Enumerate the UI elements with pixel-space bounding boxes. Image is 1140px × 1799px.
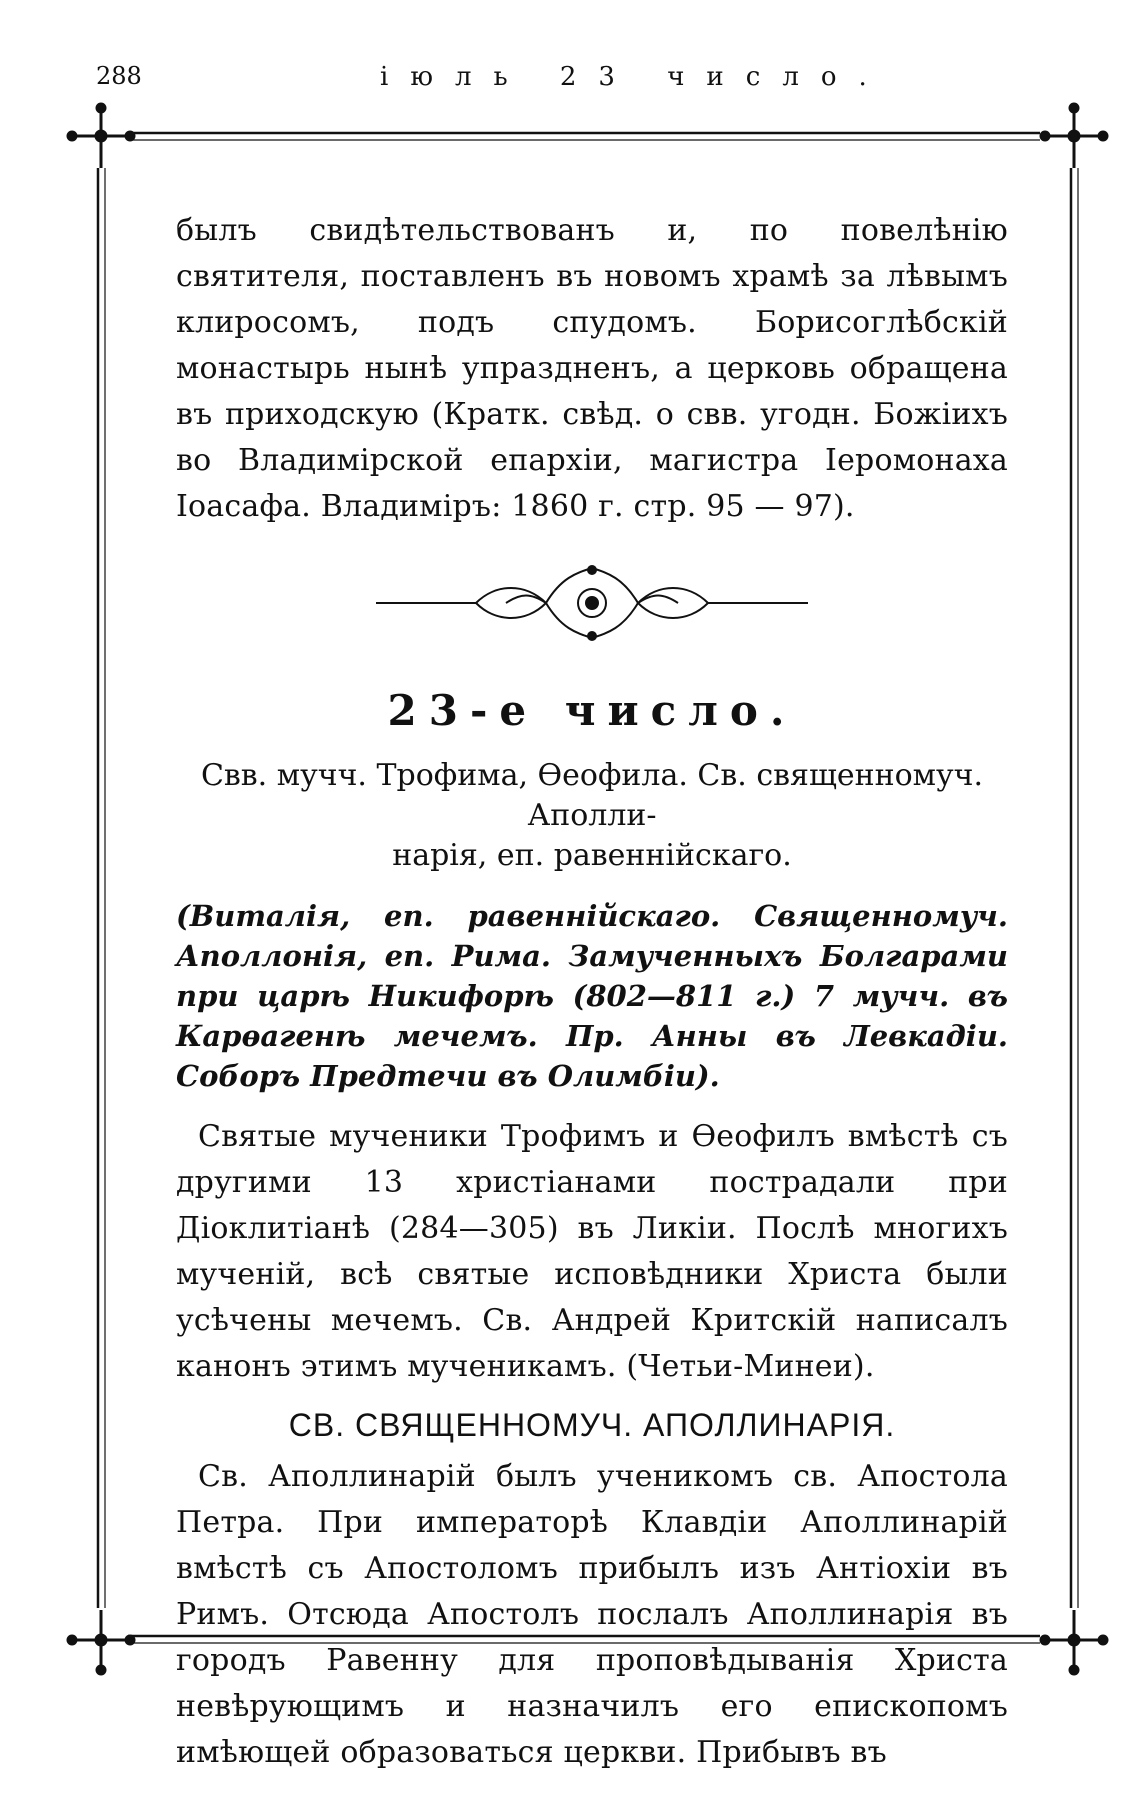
main-text-block: [176, 208, 1008, 1776]
paragraph-trophimus: Святые мученики Трофимъ и Ѳеофилъ вмѣстѣ съ другими 13 христіанами пострадали при Діоклитіанѣ (284—305) въ Ликіи. Послѣ многихъ мученій, всѣ святые исповѣдники Христа были усѣчены мечемъ. Св. Андрей Критскій написалъ канонъ этимъ мученикамъ. (Четьи-Минеи).: [176, 1119, 1008, 1384]
continuation-paragraph: былъ свидѣтельствованъ и, по повелѣнію святителя, поставленъ въ новомъ храмѣ за лѣвымъ клиросомъ, подъ спудомъ. Борисоглѣбскій монастырь нынѣ упраздненъ, а церковь обращена въ приходскую (Кратк. свѣд. о свв. угодн. Божіихъ во Владимірской епархіи, магистра Іеромонаха Іоасафа. Владиміръ: 1860 г. стр. 95 — 97).: [176, 213, 1008, 524]
corner-cross-top-left: [68, 104, 134, 168]
page-header: [0, 62, 1140, 102]
corner-cross-top-right: [1041, 104, 1107, 168]
corner-cross-bottom-right: [1041, 1610, 1107, 1674]
saints-line-1: Свв. мучч. Трофима, Ѳеофила. Св. священномуч. Аполли-: [200, 758, 984, 833]
day-heading: 23-е число.: [387, 686, 797, 735]
running-title: іюль 23 число.: [380, 62, 889, 92]
feasts-note: (Виталія, еп. равеннійскаго. Священномуч. Аполлонія, еп. Рима. Замученныхъ Болгарами при царѣ Никифорѣ (802—811 г.) 7 мучч. въ Карѳагенѣ мечемъ. Пр. Анны въ Левкадіи. Соборъ Предтечи въ Олимбіи).: [176, 899, 1008, 1093]
section-title: СВ. СВЯЩЕННОМУЧ. АПОЛЛИНАРІЯ.: [288, 1407, 896, 1443]
page-number: 288: [96, 62, 142, 90]
saints-line-2: нарія, еп. равеннійскаго.: [392, 838, 792, 873]
corner-cross-bottom-left: [68, 1610, 134, 1674]
paragraph-apollinaris: Св. Аполлинарій былъ ученикомъ св. Апостола Петра. При императорѣ Клавдіи Аполлинарій вмѣстѣ съ Апостоломъ прибылъ изъ Антіохіи въ Римъ. Отсюда Апостолъ послалъ Аполлинарія въ городъ Равенну для проповѣдыванія Христа невѣрующимъ и назначилъ его епископомъ имѣющей образоваться церкви. Прибывъ въ: [176, 1459, 1008, 1770]
decorative-ornament: [176, 558, 1008, 648]
